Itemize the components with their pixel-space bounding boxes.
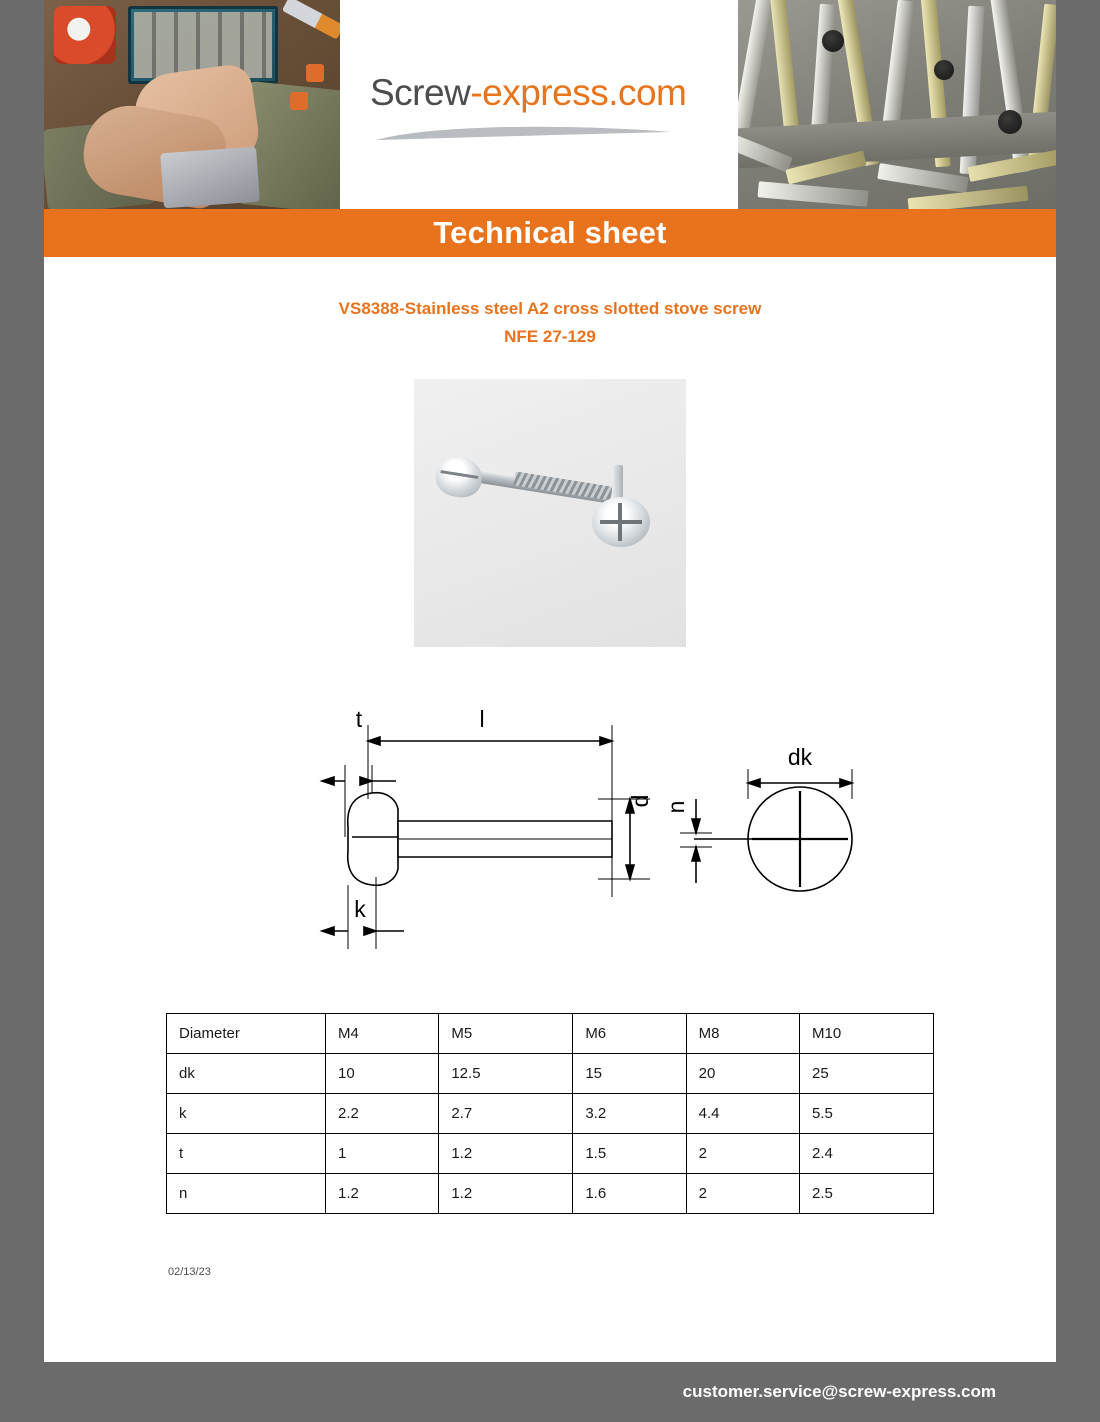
table-cell-k-m5: 2.7 <box>439 1094 573 1134</box>
orange-chip-2 <box>290 92 308 110</box>
drawing-t-arrow-left <box>322 777 334 785</box>
drawing-l-arrow-left <box>368 737 380 745</box>
table-header-cell-m5: M5 <box>439 1014 573 1054</box>
table-cell-t-m4: 1 <box>326 1134 439 1174</box>
black-washer-2 <box>934 60 954 80</box>
table-cell-dk-m5: 12.5 <box>439 1054 573 1094</box>
table-header-row <box>167 1014 934 1054</box>
drawing-n-arrow-upper <box>692 819 700 833</box>
product-title: VS8388-Stainless steel A2 cross slotted stove screw <box>338 299 762 318</box>
drawing-t-arrow-right <box>360 777 372 785</box>
technical-drawing-svg <box>200 687 900 977</box>
spec-table-wrapper <box>166 1013 934 1214</box>
photo-head-slot <box>440 470 478 479</box>
table-cell-k-m8: 4.4 <box>686 1094 799 1134</box>
banner-title: Technical sheet <box>433 215 667 250</box>
spec-table <box>166 1013 934 1214</box>
drawing-label-n: n <box>663 800 689 814</box>
footer-white-strip <box>44 1336 1056 1362</box>
brand-area <box>340 0 738 209</box>
table-header-cell-m6: M6 <box>573 1014 686 1054</box>
left-margin-band <box>0 0 44 1422</box>
drawing-d-arrow-bottom <box>626 865 634 879</box>
screw-12 <box>877 163 968 193</box>
screws-photo <box>738 0 1056 209</box>
table-cell-n-m5: 1.2 <box>439 1174 573 1214</box>
screw-15 <box>908 186 1029 209</box>
black-washer-1 <box>822 30 844 52</box>
brand-logo-text <box>370 72 686 114</box>
table-header-cell-m10: M10 <box>800 1014 934 1054</box>
workbench-photo-scene <box>44 0 340 209</box>
table-header-cell-m4: M4 <box>326 1014 439 1054</box>
brand-name-part1: Screw <box>370 72 471 113</box>
screw-14 <box>758 181 869 207</box>
table-row-label-n: n <box>167 1174 326 1214</box>
photo-screw-head-top <box>592 497 650 547</box>
photo-screw-head-side <box>433 454 485 501</box>
drawing-l-arrow-right <box>600 737 612 745</box>
document-date: 02/13/23 <box>168 1266 211 1278</box>
drawing-head-profile <box>348 793 398 886</box>
brand-swoosh-icon <box>374 122 674 144</box>
table-cell-t-m5: 1.2 <box>439 1134 573 1174</box>
table-cell-t-m6: 1.5 <box>573 1134 686 1174</box>
table-cell-n-m10: 2.5 <box>800 1174 934 1214</box>
product-photo <box>414 379 686 647</box>
table-cell-k-m10: 5.5 <box>800 1094 934 1134</box>
table-cell-dk-m8: 20 <box>686 1054 799 1094</box>
drawing-label-k: k <box>354 896 366 922</box>
right-margin-band <box>1056 0 1100 1422</box>
photo-head-cross-horizontal <box>600 520 642 524</box>
black-washer-3 <box>998 110 1022 134</box>
drawing-dk-arrow-right <box>840 779 852 787</box>
workbench-photo <box>44 0 340 209</box>
tape-measure <box>54 6 116 64</box>
screw-1 <box>738 0 773 144</box>
table-cell-t-m8: 2 <box>686 1134 799 1174</box>
table-cell-k-m4: 2.2 <box>326 1094 439 1134</box>
table-row <box>167 1094 934 1134</box>
page-footer <box>0 1362 1100 1422</box>
sheet-body <box>44 0 1056 1422</box>
drawing-label-l: l <box>479 706 485 732</box>
screwdriver <box>282 0 340 40</box>
table-row <box>167 1134 934 1174</box>
table-cell-n-m4: 1.2 <box>326 1174 439 1214</box>
table-header-cell-diameter: Diameter <box>167 1014 326 1054</box>
product-standard: NFE 27-129 <box>504 327 596 346</box>
table-row-label-dk: dk <box>167 1054 326 1094</box>
metal-plate <box>160 147 260 209</box>
table-row <box>167 1054 934 1094</box>
table-cell-k-m6: 3.2 <box>573 1094 686 1134</box>
page-header <box>44 0 1056 209</box>
table-row <box>167 1174 934 1214</box>
table-cell-dk-m10: 25 <box>800 1054 934 1094</box>
orange-chip-1 <box>306 64 324 82</box>
drawing-k-arrow-right <box>364 927 376 935</box>
screws-photo-scene <box>738 0 1056 209</box>
footer-email[interactable]: customer.service@screw-express.com <box>682 1382 996 1401</box>
drawing-label-t: t <box>355 706 363 732</box>
table-cell-t-m10: 2.4 <box>800 1134 934 1174</box>
brand-name-part2: -express.com <box>470 72 687 113</box>
table-header-cell-m8: M8 <box>686 1014 799 1054</box>
drawing-dk-arrow-left <box>748 779 760 787</box>
technical-sheet-banner <box>44 209 1056 257</box>
drawing-n-arrow-lower <box>692 847 700 861</box>
table-row-label-t: t <box>167 1134 326 1174</box>
drawing-label-dk: dk <box>787 744 813 770</box>
table-cell-dk-m4: 10 <box>326 1054 439 1094</box>
table-row-label-k: k <box>167 1094 326 1134</box>
table-cell-dk-m6: 15 <box>573 1054 686 1094</box>
table-cell-n-m8: 2 <box>686 1174 799 1214</box>
technical-drawing <box>200 687 900 977</box>
table-cell-n-m6: 1.6 <box>573 1174 686 1214</box>
drawing-k-arrow-left <box>322 927 334 935</box>
drawing-label-d: d <box>627 794 653 808</box>
